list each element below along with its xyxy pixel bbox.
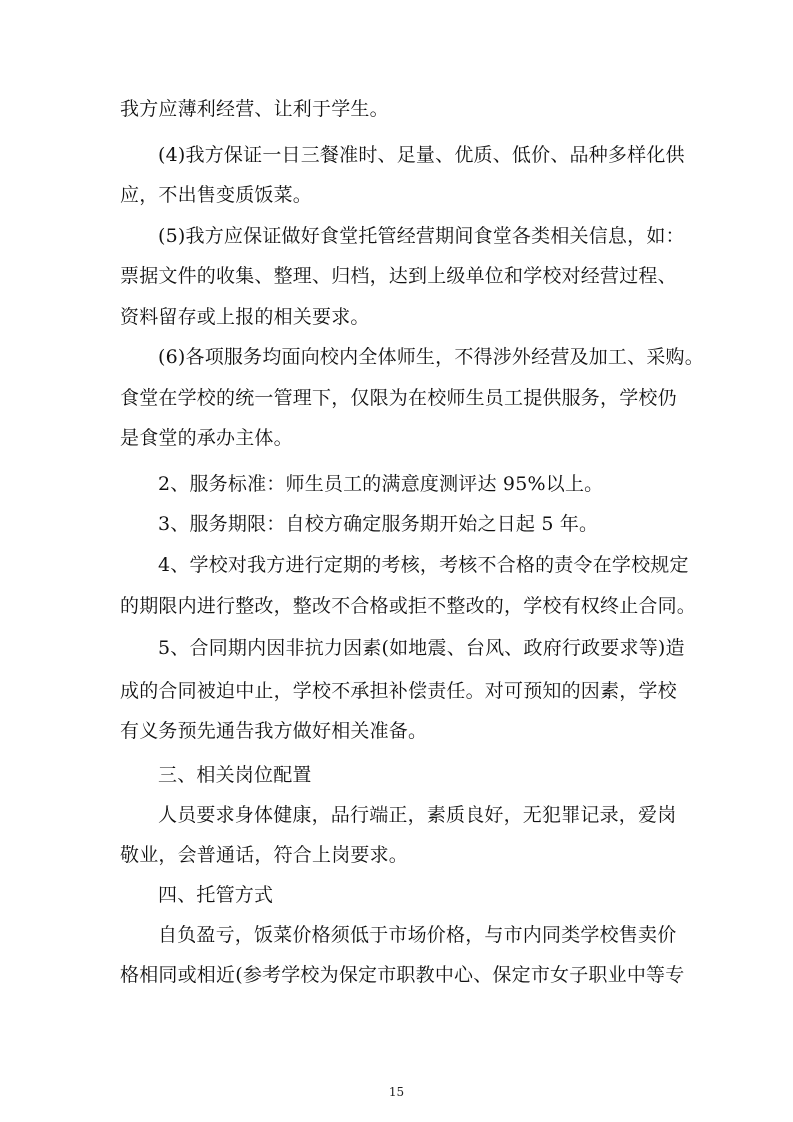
text-line: (6)各项服务均面向校内全体师生，不得涉外经营及加工、采购。 [158, 346, 704, 368]
text-line: 2、服务标准：师生员工的满意度测评达 95%以上。 [158, 473, 604, 495]
section-heading: 四、托管方式 [158, 884, 274, 906]
text-line: 票据文件的收集、整理、归档，达到上级单位和学校对经营过程、 [120, 265, 677, 287]
text-line: 是食堂的承办主体。 [120, 427, 293, 449]
text-line: 格相同或相近(参考学校为保定市职教中心、保定市女子职业中等专 [120, 964, 685, 986]
text-line: (4)我方保证一日三餐准时、足量、优质、低价、品种多样化供 [158, 144, 685, 166]
text-line: 有义务预先通告我方做好相关准备。 [120, 720, 428, 742]
text-line: 自负盈亏，饭菜价格须低于市场价格，与市内同类学校售卖价 [158, 924, 677, 946]
text-line: 敬业，会普通话，符合上岗要求。 [120, 844, 409, 866]
text-line: 4、学校对我方进行定期的考核，考核不合格的责令在学校规定 [158, 554, 689, 576]
text-line: (5)我方应保证做好食堂托管经营期间食堂各类相关信息，如： [158, 225, 685, 247]
text-line: 我方应薄利经营、让利于学生。 [120, 98, 389, 120]
text-line: 3、服务期限：自校方确定服务期开始之日起 5 年。 [158, 513, 599, 535]
section-heading: 三、相关岗位配置 [158, 764, 312, 786]
text-line: 成的合同被迫中止，学校不承担补偿责任。对可预知的因素，学校 [120, 680, 677, 702]
text-line: 资料留存或上报的相关要求。 [120, 306, 370, 328]
text-line: 的期限内进行整改，整改不合格或拒不整改的，学校有权终止合同。 [120, 595, 697, 617]
text-line: 食堂在学校的统一管理下，仅限为在校师生员工提供服务，学校仍 [120, 387, 677, 409]
text-line: 人员要求身体健康，品行端正，素质良好，无犯罪记录，爱岗 [158, 804, 677, 826]
page-number: 15 [388, 1085, 405, 1099]
text-line: 5、合同期内因非抗力因素(如地震、台风、政府行政要求等)造 [158, 637, 685, 659]
text-line: 应，不出售变质饭菜。 [120, 184, 313, 206]
